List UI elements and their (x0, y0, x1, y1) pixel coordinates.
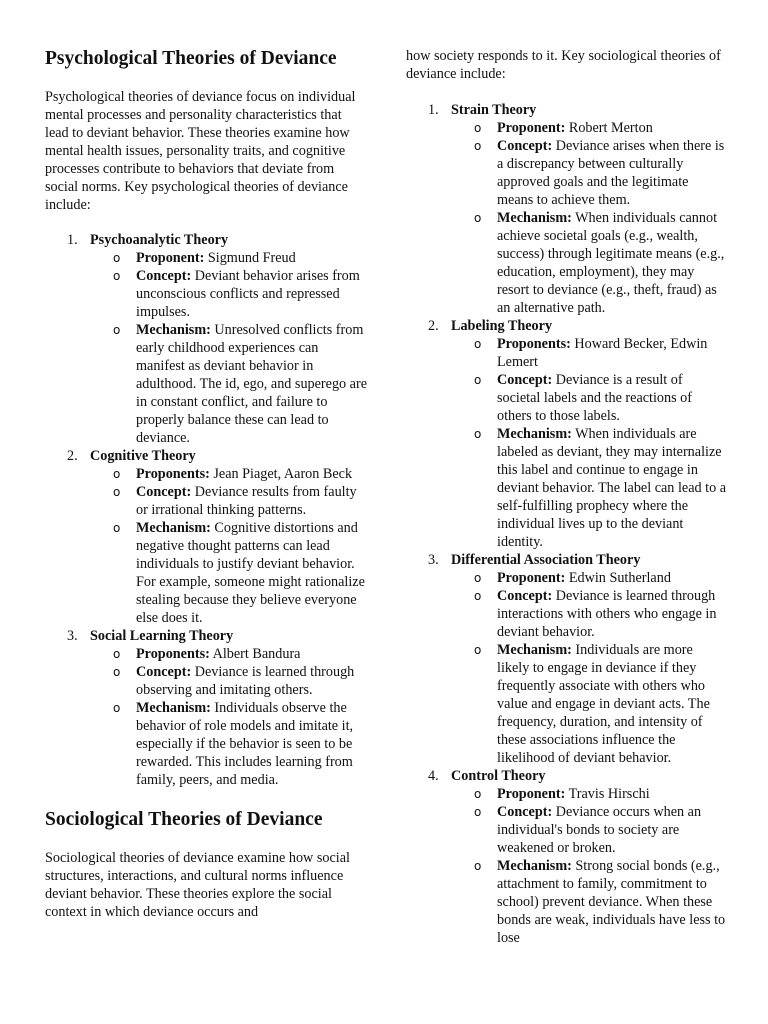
bullet-icon: o (474, 571, 482, 585)
theory-title: Social Learning Theory (90, 628, 234, 644)
theory-number: 1. (67, 232, 78, 248)
bullet-icon: o (113, 269, 121, 283)
bullet-icon: o (474, 121, 482, 135)
theory-item (45, 447, 367, 627)
detail-text: Jean Piaget, Aaron Beck (209, 466, 353, 482)
detail-text: Deviant behavior arises from unconscious conflicts and repressed impulses. (136, 268, 360, 320)
theory-number: 2. (67, 448, 78, 464)
detail-text: Robert Merton (565, 120, 653, 136)
bullet-icon: o (113, 521, 121, 535)
detail-item (90, 267, 367, 321)
detail-label: Proponents: (497, 336, 571, 352)
detail-label: Proponents: (136, 466, 210, 482)
detail-text: Travis Hirschi (565, 786, 650, 802)
detail-label: Concept: (136, 664, 192, 680)
bullet-icon: o (474, 139, 482, 153)
theory-title: Cognitive Theory (90, 448, 196, 464)
bullet-icon: o (113, 467, 121, 481)
theory-details (451, 119, 728, 317)
detail-item (90, 519, 367, 627)
detail-item (451, 425, 728, 551)
detail-label: Proponent: (497, 120, 566, 136)
detail-label: Mechanism: (497, 642, 572, 658)
detail-item (90, 645, 367, 663)
detail-text: Individuals observe the behavior of role models and imitate it, especially if the behavior is seen to be rewarded. This includes learning from family, peers, and media. (136, 700, 354, 788)
theory-number: 2. (428, 318, 439, 334)
detail-item (451, 209, 728, 317)
detail-label: Mechanism: (497, 858, 572, 874)
detail-text: Individuals are more likely to engage in deviance if they frequently associate with others who value and engage in deviant acts. The frequency, duration, and intensity of these associations influence the likelihood of deviant behavior. (497, 642, 710, 766)
bullet-icon: o (113, 485, 121, 499)
bullet-icon: o (474, 589, 482, 603)
detail-label: Mechanism: (497, 210, 572, 226)
detail-text: Deviance results from faulty or irrational thinking patterns. (136, 484, 357, 518)
theory-title: Psychoanalytic Theory (90, 232, 229, 248)
bullet-icon: o (474, 787, 482, 801)
socio-heading: Sociological Theories of Deviance (45, 809, 323, 830)
detail-text: When individuals are labeled as deviant, they may internalize this label and continue to engage in deviant behavior. The label can lead to a self-fulfilling prophecy where the individual lives up to the deviant identity. (497, 426, 727, 550)
theory-details (451, 335, 728, 551)
theory-details (451, 569, 728, 767)
socio-intro: Sociological theories of deviance examine how social structures, interactions, and cultural norms influence deviant behavior. These theories explore the social context in which deviance occurs and (45, 850, 350, 920)
theory-item (406, 101, 728, 317)
detail-text: Cognitive distortions and negative thought patterns can lead individuals to justify deviant behavior. For example, someone might rationalize stealing because they believe everyone else does it. (136, 520, 365, 626)
detail-item (451, 857, 728, 947)
psych-heading: Psychological Theories of Deviance (45, 48, 337, 69)
bullet-icon: o (113, 251, 121, 265)
detail-text: Deviance is learned through interactions with others who engage in deviant behavior. (497, 588, 717, 640)
detail-item (90, 699, 367, 789)
theory-details (90, 249, 367, 447)
theory-details (90, 645, 367, 789)
theory-item (406, 317, 728, 551)
detail-label: Proponent: (497, 570, 566, 586)
detail-text: Deviance is a result of societal labels and the reactions of others to those labels. (497, 372, 693, 424)
detail-item (90, 249, 367, 267)
detail-item (451, 587, 728, 641)
bullet-icon: o (113, 647, 121, 661)
theory-item (45, 627, 367, 789)
bullet-icon: o (474, 859, 482, 873)
theory-number: 4. (428, 768, 439, 784)
detail-item (451, 785, 728, 803)
bullet-icon: o (113, 701, 121, 715)
detail-text: Deviance occurs when an individual's bonds to society are weakened or broken. (497, 804, 702, 856)
socio-intro-continued: how society responds to it. Key sociological theories of deviance include: (406, 48, 721, 82)
detail-item (90, 663, 367, 699)
detail-label: Mechanism: (136, 322, 211, 338)
bullet-icon: o (113, 323, 121, 337)
detail-text: Howard Becker, Edwin Lemert (497, 336, 708, 370)
detail-item (451, 641, 728, 767)
theory-title: Labeling Theory (451, 318, 553, 334)
theory-item (406, 767, 728, 947)
detail-text: Deviance is learned through observing and imitating others. (136, 664, 355, 698)
detail-text: When individuals cannot achieve societal goals (e.g., wealth, success) through legitimate means (e.g., education, employment), they may resort to deviance (e.g., theft, fraud) as an alternative path. (497, 210, 725, 316)
detail-item (451, 803, 728, 857)
theory-details (451, 785, 728, 947)
detail-item (90, 321, 367, 447)
detail-text: Edwin Sutherland (565, 570, 671, 586)
theory-number: 3. (67, 628, 78, 644)
detail-label: Concept: (497, 804, 553, 820)
detail-label: Proponent: (136, 250, 205, 266)
bullet-icon: o (474, 211, 482, 225)
detail-text: Albert Bandura (209, 646, 301, 662)
bullet-icon: o (474, 337, 482, 351)
bullet-icon: o (474, 643, 482, 657)
detail-label: Concept: (136, 484, 192, 500)
bullet-icon: o (474, 373, 482, 387)
detail-text: Deviance arises when there is a discrepancy between culturally approved goals and the legitimate means to achieve them. (497, 138, 725, 208)
theory-item (406, 551, 728, 767)
detail-item (90, 483, 367, 519)
detail-item (90, 465, 367, 483)
theory-title: Differential Association Theory (451, 552, 641, 568)
bullet-icon: o (113, 665, 121, 679)
detail-item (451, 335, 728, 371)
theory-title: Strain Theory (451, 102, 537, 118)
left-column (45, 0, 367, 921)
detail-label: Mechanism: (497, 426, 572, 442)
detail-item (451, 119, 728, 137)
detail-label: Concept: (497, 372, 553, 388)
detail-text: Unresolved conflicts from early childhood experiences can manifest as deviant behavior in adulthood. The id, ego, and superego are in constant conflict, and failure to properly balance these can lead to deviance. (136, 322, 368, 446)
detail-label: Concept: (497, 138, 553, 154)
detail-item (451, 569, 728, 587)
detail-item (451, 371, 728, 425)
detail-item (451, 137, 728, 209)
detail-label: Mechanism: (136, 700, 211, 716)
psych-theory-list (45, 231, 367, 789)
bullet-icon: o (474, 805, 482, 819)
right-column (406, 0, 728, 947)
detail-label: Proponents: (136, 646, 210, 662)
bullet-icon: o (474, 427, 482, 441)
theory-title: Control Theory (451, 768, 546, 784)
detail-label: Concept: (497, 588, 553, 604)
socio-theory-list (406, 101, 728, 947)
detail-text: Sigmund Freud (204, 250, 296, 266)
theory-number: 1. (428, 102, 439, 118)
detail-label: Mechanism: (136, 520, 211, 536)
detail-text: Strong social bonds (e.g., attachment to family, commitment to school) prevent deviance. When these bonds are weak, individuals have less to lose (497, 858, 726, 946)
detail-label: Proponent: (497, 786, 566, 802)
psych-intro: Psychological theories of deviance focus on individual mental processes and personality characteristics that lead to deviant behavior. These theories examine how mental health issues, personality traits, and cognitive processes contribute to behaviors that deviate from social norms. Key psychological theories of deviance include: (45, 89, 356, 213)
theory-item (45, 231, 367, 447)
theory-details (90, 465, 367, 627)
theory-number: 3. (428, 552, 439, 568)
detail-label: Concept: (136, 268, 192, 284)
